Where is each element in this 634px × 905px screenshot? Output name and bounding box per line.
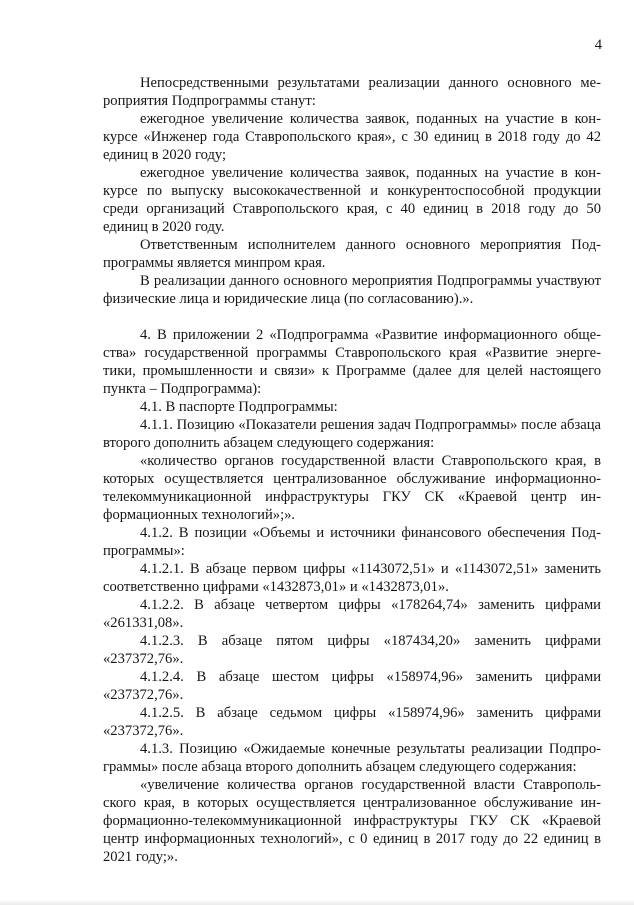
paragraph-4-1: 4.1. В паспорте Подпрограммы: xyxy=(140,399,338,415)
paragraph-responsible-executor: Ответственным исполнителем данного основного мероприятия Подпрограммы является минпром края. xyxy=(103,237,601,271)
paragraph-4-1-1-quote: «количество органов государственной власти Ставропольского края, в которых осуществляется централизованное обслуживание информационно-телекоммуникационной инфраструктуры ГКУ СК «Краевой центр информационных технологий»;». xyxy=(103,453,601,523)
paragraph-4-1-3-quote: «увеличение количества органов государственной власти Ставропольского края, в которых осуществляется централизованное обслуживание информационно-телекоммуникационной инфраструктуры ГКУ СК «Краевой центр информационных технологий», с 0 единиц в 2017 году до 22 единиц в 2021 году;». xyxy=(103,777,601,865)
paragraph-4-1-2: 4.1.2. В позиции «Объемы и источники финансового обеспечения Подпрограммы»: xyxy=(103,525,601,559)
paragraph-engineer-contest: ежегодное увеличение количества заявок, поданных на участие в конкурсе «Инженер года Ставропольского края», с 30 единиц в 2018 году до 42 единиц в 2020 году; xyxy=(103,111,601,163)
paragraph-4-1-2-2: 4.1.2.2. В абзаце четвертом цифры «178264,74» заменить цифрами «261331,08». xyxy=(103,597,601,631)
scan-edge xyxy=(0,899,634,905)
paragraph-4-1-2-1: 4.1.2.1. В абзаце первом цифры «1143072,51» и «1143072,51» заменить соответственно цифрами «1432873,01» и «1432873,01». xyxy=(103,561,601,595)
document-body xyxy=(103,74,601,866)
paragraph-4-1-3: 4.1.3. Позицию «Ожидаемые конечные результаты реализации Подпрограммы» после абзаца второго дополнить абзацем следующего содержания: xyxy=(103,741,601,775)
paragraph-participants: В реализации данного основного мероприятия Подпрограммы участвуют физические лица и юридические лица (по согласованию).». xyxy=(103,273,601,307)
paragraph-4-1-1: 4.1.1. Позицию «Показатели решения задач Подпрограммы» после абзаца второго дополнить абзацем следующего содержания: xyxy=(103,417,601,451)
paragraph-4-1-2-5: 4.1.2.5. В абзаце седьмом цифры «158974,96» заменить цифрами «237372,76». xyxy=(103,705,601,739)
paragraph-products-contest: ежегодное увеличение количества заявок, поданных на участие в конкурсе по выпуску высококачественной и конкурентоспособной продукции среди организаций Ставропольского края, с 40 единиц в 2018 году до 50 единиц в 2020 году. xyxy=(103,165,601,235)
paragraph-results-intro: Непосредственными результатами реализации данного основного мероприятия Подпрограммы станут: xyxy=(103,75,601,109)
paragraph-4-1-2-3: 4.1.2.3. В абзаце пятом цифры «187434,20» заменить цифрами «237372,76». xyxy=(103,633,601,667)
page-number: 4 xyxy=(594,37,602,53)
paragraph-4-1-2-4: 4.1.2.4. В абзаце шестом цифры «158974,96» заменить цифрами «237372,76». xyxy=(103,669,601,703)
paragraph-appendix-2: 4. В приложении 2 «Подпрограмма «Развитие информационного общества» государственной программы Ставропольского края «Развитие энергетики, промышленности и связи» к Программе (далее для целей настоящего пункта – Подпрограмма): xyxy=(103,327,601,397)
